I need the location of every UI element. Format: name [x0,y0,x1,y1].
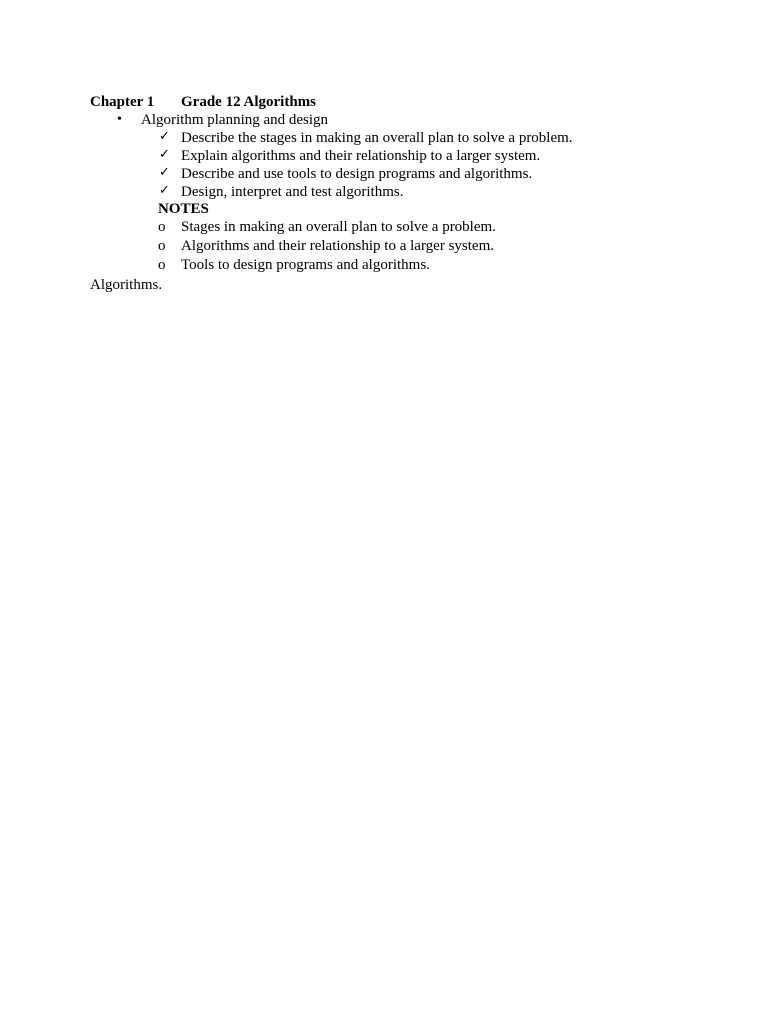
bullet-item-text: Algorithm planning and design [141,112,329,128]
bullet-icon: • [117,112,122,127]
note-item: Tools to design programs and algorithms. [181,257,430,273]
chapter-label: Chapter 1 [90,94,155,110]
circle-bullet-icon: o [158,219,166,235]
objective-item: Design, interpret and test algorithms. [181,184,404,200]
chapter-title: Grade 12 Algorithms [181,94,316,110]
checkmark-icon: ✓ [159,147,170,162]
notes-heading: NOTES [158,201,209,217]
note-item: Algorithms and their relationship to a larger system. [181,238,494,254]
body-paragraph: Algorithms. [90,277,163,293]
checkmark-icon: ✓ [159,183,170,198]
checkmark-icon: ✓ [159,165,170,180]
note-item: Stages in making an overall plan to solve a problem. [181,219,496,235]
objective-item: Describe the stages in making an overall plan to solve a problem. [181,130,573,146]
objective-item: Explain algorithms and their relationship to a larger system. [181,148,541,164]
objective-item: Describe and use tools to design programs and algorithms. [181,166,533,182]
circle-bullet-icon: o [158,238,166,254]
checkmark-icon: ✓ [159,129,170,144]
circle-bullet-icon: o [158,257,166,273]
